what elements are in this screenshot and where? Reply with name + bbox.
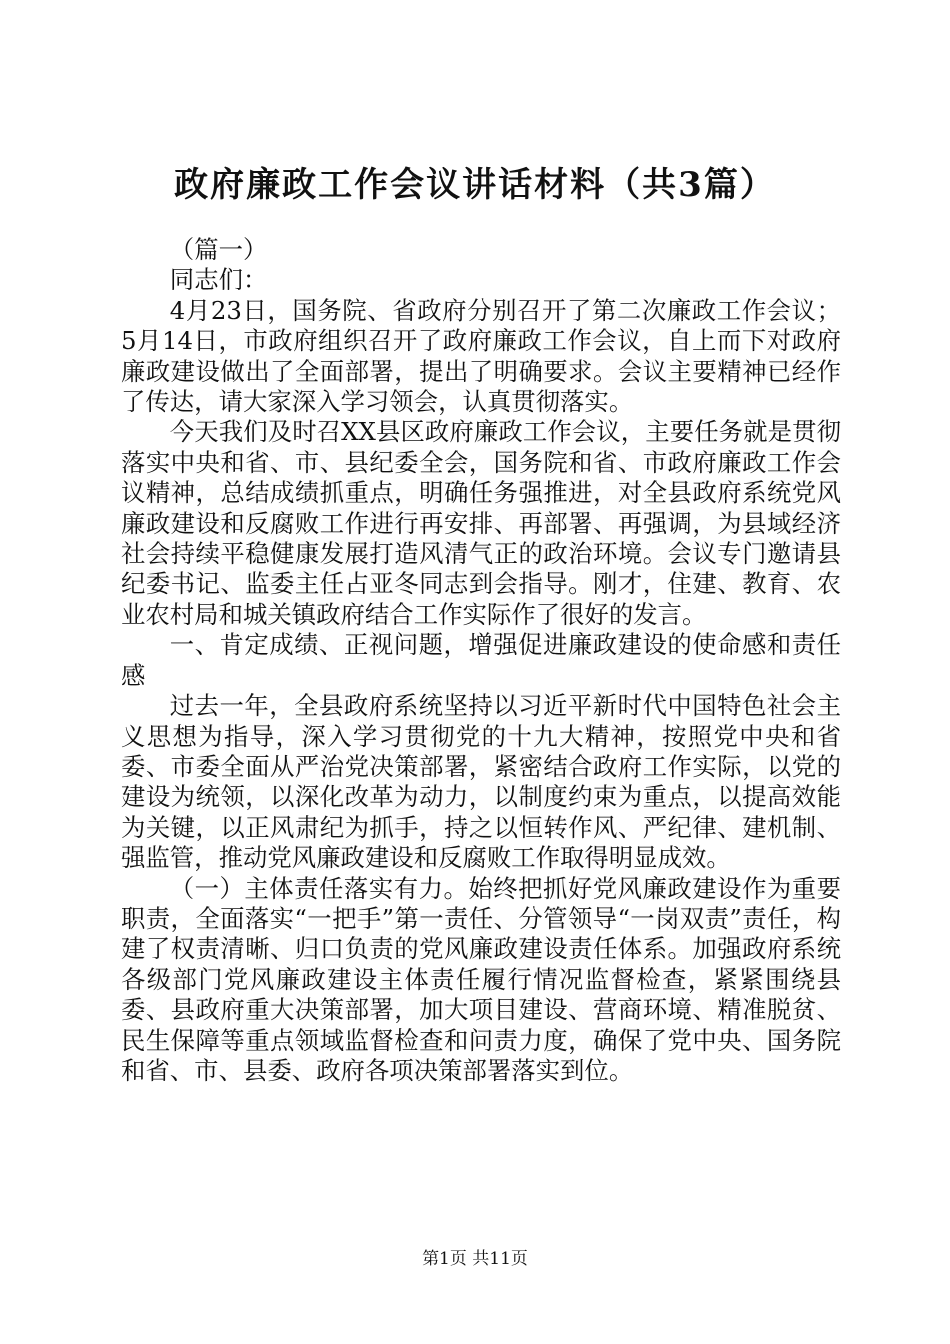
body-paragraph: 今天我们及时召XX县区政府廉政工作会议，主要任务就是贯彻落实中央和省、市、县纪委全会，国务院和省、市政府廉政工作会议精神，总结成绩抓重点，明确任务强推进，对全县政府系统党风廉政建设和反腐败工作进行再安排、再部署、再强调，为县域经济社会持续平稳健康发展打造风清气正的政治环境。会议专门邀请县纪委书记、监委主任占亚冬同志到会指导。刚才，住建、教育、农业农村局和城关镇政府结合工作实际作了很好的发言。 bbox=[121, 417, 841, 629]
body-paragraph: 过去一年，全县政府系统坚持以习近平新时代中国特色社会主义思想为指导，深入学习贯彻党的十九大精神，按照党中央和省委、市委全面从严治党决策部署，紧密结合政府工作实际，以党的建设为统领，以深化改革为动力，以制度约束为重点，以提高效能为关键，以正风肃纪为抓手，持之以恒转作风、严纪律、建机制、强监管，推动党风廉政建设和反腐败工作取得明显成效。 bbox=[121, 691, 841, 873]
page-number: 第1页 共11页 bbox=[422, 1249, 528, 1269]
document-body bbox=[121, 235, 841, 1086]
salutation: 同志们： bbox=[169, 265, 268, 295]
document-title: 政府廉政工作会议讲话材料（共3篇） bbox=[174, 165, 776, 205]
section-label: （篇一） bbox=[169, 235, 268, 264]
section-heading: 一、肯定成绩、正视问题，增强促进廉政建设的使命感和责任感 bbox=[121, 630, 841, 690]
body-paragraph: （一）主体责任落实有力。始终把抓好党风廉政建设作为重要职责，全面落实“一把手”第一责任、分管领导“一岗双责”责任，构建了权责清晰、归口负责的党风廉政建设责任体系。加强政府系统各级部门党风廉政建设主体责任履行情况监督检查，紧紧围绕县委、县政府重大决策部署，加大项目建设、营商环境、精准脱贫、民生保障等重点领域监督检查和问责力度，确保了党中央、国务院和省、市、县委、政府各项决策部署落实到位。 bbox=[121, 873, 841, 1085]
body-paragraph: 4月23日，国务院、省政府分别召开了第二次廉政工作会议；5月14日，市政府组织召开了政府廉政工作会议，自上而下对政府廉政建设做出了全面部署，提出了明确要求。会议主要精神已经作了传达，请大家深入学习领会，认真贯彻落实。 bbox=[121, 295, 841, 417]
